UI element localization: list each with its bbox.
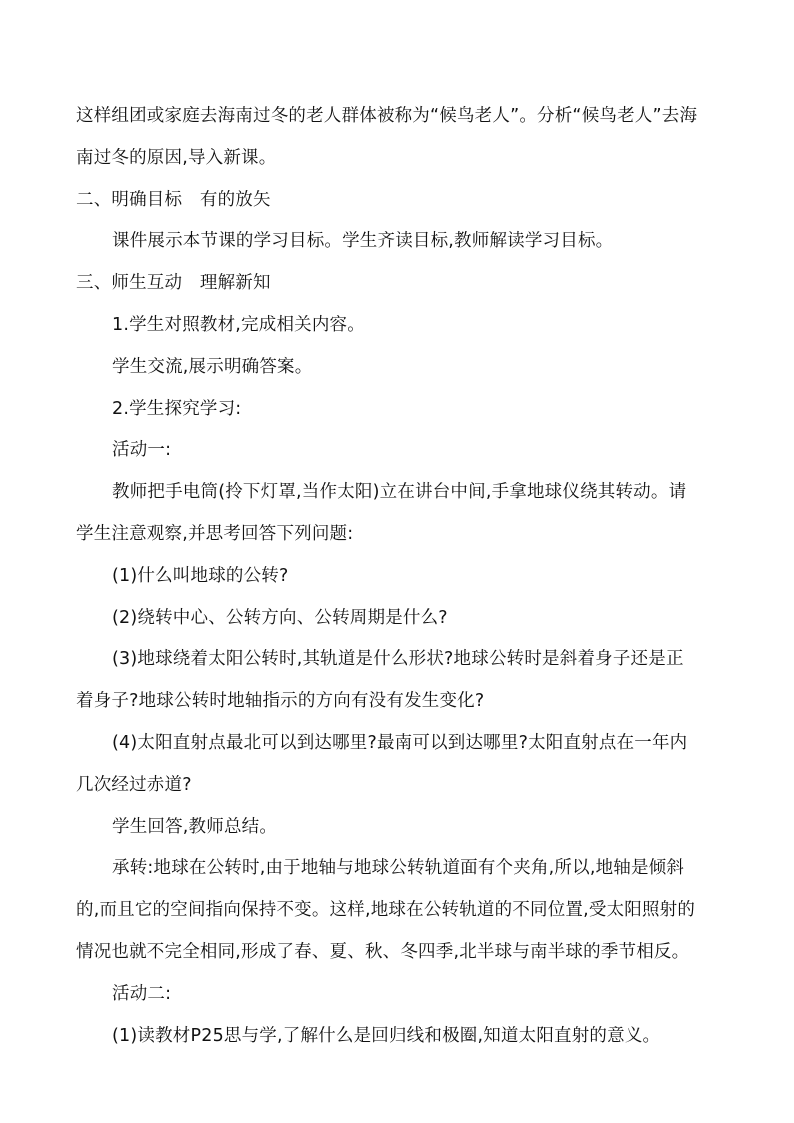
paragraph-line: (1)读教材P25思与学,了解什么是回归线和极圈,知道太阳直射的意义。 [112,1025,661,1046]
question-line: (4)太阳直射点最北可以到达哪里?最南可以到达哪里?太阳直射点在一年内 [112,732,688,753]
paragraph-line: 情况也就不完全相同,形成了春、夏、秋、冬四季,北半球与南半球的季节相反。 [76,941,690,962]
section-heading: 二、明确目标 有的放矢 [76,189,271,210]
paragraph-line: 承转:地球在公转时,由于地轴与地球公转轨道面有个夹角,所以,地轴是倾斜 [112,858,685,879]
section-heading: 三、师生互动 理解新知 [76,273,271,294]
question-line: (2)绕转中心、公转方向、公转周期是什么? [112,607,448,628]
paragraph-line: 学生交流,展示明确答案。 [112,356,313,377]
activity-label: 活动一: [112,440,172,461]
question-line: 几次经过赤道? [76,774,192,795]
paragraph-line: 课件展示本节课的学习目标。学生齐读目标,教师解读学习目标。 [112,231,614,252]
paragraph-line: 的,而且它的空间指向保持不变。这样,地球在公转轨道的不同位置,受太阳照射的 [76,900,696,921]
question-line: 着身子?地球公转时地轴指示的方向有没有发生变化? [76,691,485,712]
paragraph-line: 学生注意观察,并思考回答下列问题: [76,523,354,544]
paragraph-line: 学生回答,教师总结。 [112,816,278,837]
paragraph-line: 教师把手电筒(拎下灯罩,当作太阳)立在讲台中间,手拿地球仪绕其转动。请 [112,482,687,503]
paragraph-line: 2.学生探究学习: [112,398,242,419]
activity-label: 活动二: [112,983,172,1004]
paragraph-line: 这样组团或家庭去海南过冬的老人群体被称为“候鸟老人”。分析“候鸟老人”去海 [76,106,698,126]
question-line: (3)地球绕着太阳公转时,其轨道是什么形状?地球公转时是斜着身子还是正 [112,649,684,670]
paragraph-line: 南过冬的原因,导入新课。 [76,147,277,168]
question-line: (1)什么叫地球的公转? [112,565,289,586]
paragraph-line: 1.学生对照教材,完成相关内容。 [112,314,365,335]
